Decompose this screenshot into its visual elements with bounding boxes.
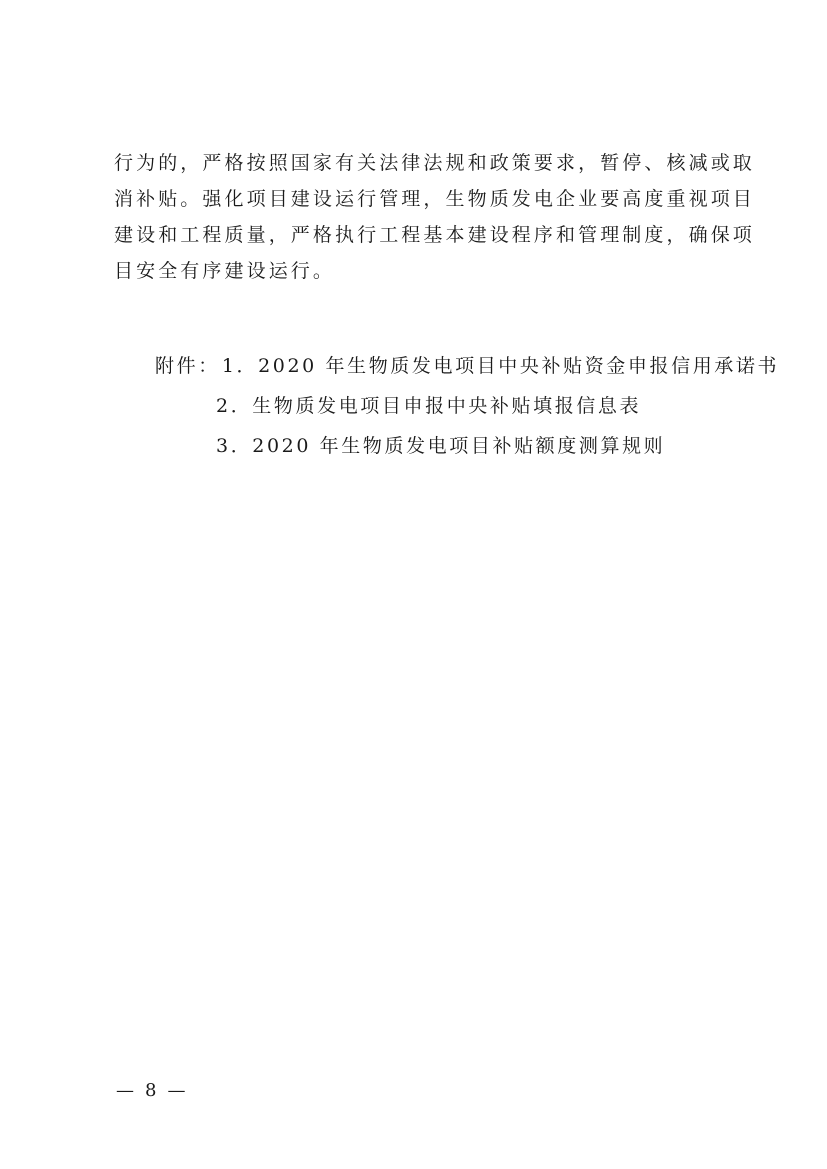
footer-dash-right: — bbox=[167, 1080, 187, 1101]
attachment-item-1 bbox=[155, 348, 779, 384]
attachment-item-2 bbox=[216, 388, 641, 424]
page-footer bbox=[116, 1080, 186, 1101]
body-line-1: 行为的，严格按照国家有关法律法规和政策要求，暂停、核减或取 bbox=[114, 152, 755, 174]
attachment-item-text: 2．生物质发电项目申报中央补贴填报信息表 bbox=[216, 395, 642, 417]
attachment-item-text: 3．2020 年生物质发电项目补贴额度测算规则 bbox=[216, 435, 666, 457]
body-line-2: 消补贴。强化项目建设运行管理，生物质发电企业要高度重视项目 bbox=[114, 188, 755, 210]
body-line-3: 建设和工程质量，严格执行工程基本建设程序和管理制度，确保项 bbox=[114, 224, 755, 246]
attachment-item-text: 1．2020 年生物质发电项目中央补贴资金申报信用承诺书 bbox=[221, 355, 780, 377]
body-line-4: 目安全有序建设运行。 bbox=[114, 260, 336, 282]
page-number: 8 bbox=[145, 1080, 158, 1101]
body-paragraph bbox=[114, 145, 755, 289]
attachments-label: 附件： bbox=[155, 355, 220, 377]
attachment-item-3 bbox=[216, 428, 665, 464]
footer-dash-left: — bbox=[116, 1080, 135, 1101]
